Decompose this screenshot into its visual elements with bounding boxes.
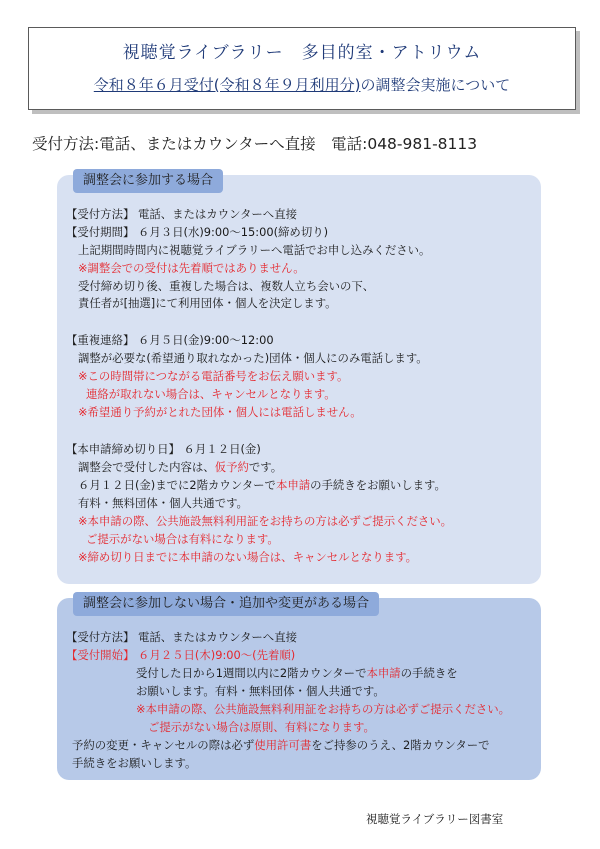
s1-period-note-2: 受付締め切り後、重複した場合は、複数人立ち会いの下、: [78, 279, 375, 293]
s1-dup-red-1: ※この時間帯につながる電話番号をお伝え願います。: [78, 369, 349, 383]
s2-note-1c: の手続きを: [400, 666, 458, 680]
s1-deadline: 【本申請締め切り日】 ６月１２日(金): [66, 442, 261, 456]
s1-dup-red-3: ※希望通り予約がとれた団体・個人には電話しません。: [78, 405, 362, 419]
s2-note-1a: 受付した日から1週間以内に2階カウンターで: [136, 666, 367, 680]
title-box: [28, 27, 576, 110]
s1-period-note-1: 上記期間時間内に視聴覚ライブラリーへ電話でお申し込みください。: [78, 243, 431, 257]
s1-deadline-note-2: [78, 478, 446, 492]
s2-reception-method: 【受付方法】 電話、またはカウンターへ直接: [66, 630, 297, 644]
s1-period-note-3: 責任者が[抽選]にて利用団体・個人を決定します。: [78, 296, 337, 310]
s1-deadline-note-1a: 調整会で受付した内容は、: [78, 460, 215, 474]
section-participate-tag: 調整会に参加する場合: [73, 169, 223, 193]
s2-change-1b: 使用許可書: [254, 738, 312, 752]
s1-deadline-note-3: 有料・無料団体・個人共通です。: [78, 496, 248, 510]
s2-note-1b: 本申請: [366, 666, 401, 680]
s1-reception-method: 【受付方法】 電話、またはカウンターへ直接: [66, 207, 297, 221]
s2-note-1: [136, 666, 458, 680]
s1-deadline-note-1b: 仮予約: [214, 460, 249, 474]
s1-duplicate-contact: 【重複連絡】 ６月５日(金)9:00～12:00: [66, 333, 274, 347]
footer-library-name: 視聴覚ライブラリー図書室: [366, 812, 504, 826]
section-not-participate-tag: 調整会に参加しない場合・追加や変更がある場合: [73, 592, 379, 616]
subtitle-rest: の調整会実施について: [360, 76, 511, 94]
s1-deadline-note-2a: ６月１２日(金)までに2階カウンターで: [78, 478, 276, 492]
page-subtitle: [29, 74, 575, 95]
s1-deadline-red-3: ※締め切り日までに本申請のない場合は、キャンセルとなります。: [78, 550, 417, 564]
s1-dup-note-1: 調整が必要な(希望通り取れなかった)団体・個人にのみ電話します。: [78, 351, 428, 365]
contact-line: 受付方法:電話、またはカウンターへ直接 電話:048-981-8113: [32, 135, 478, 153]
s1-deadline-note-1: [78, 460, 282, 474]
s2-change-1a: 予約の変更・キャンセルの際は必ず: [72, 738, 255, 752]
s2-red-2: ご提示がない場合は原則、有料になります。: [148, 720, 375, 734]
subtitle-underlined: 令和８年６月受付(令和８年９月利用分): [93, 76, 361, 94]
s1-deadline-red-2: ご提示がない場合は有料になります。: [86, 532, 279, 546]
s2-red-1: ※本申請の際、公共施設無料利用証をお持ちの方は必ずご提示ください。: [136, 702, 511, 716]
s2-note-2: お願いします。有料・無料団体・個人共通です。: [136, 684, 385, 698]
s1-period-note-red: ※調整会での受付は先着順ではありません。: [78, 261, 305, 275]
page-title: 視聴覚ライブラリー 多目的室・アトリウム: [122, 43, 482, 63]
s1-deadline-note-2c: の手続きをお願いします。: [310, 478, 446, 492]
s2-change-1c: をご持参のうえ、2階カウンターで: [311, 738, 490, 752]
s1-deadline-note-1c: です。: [248, 460, 283, 474]
s2-change-2: 手続きをお願いします。: [72, 756, 197, 770]
s1-reception-period: 【受付期間】 ６月３日(水)9:00～15:00(締め切り): [66, 225, 329, 239]
s1-dup-red-2: 連絡が取れない場合は、キャンセルとなります。: [86, 387, 336, 401]
s1-deadline-red-1: ※本申請の際、公共施設無料利用証をお持ちの方は必ずご提示ください。: [78, 514, 453, 528]
s1-deadline-note-2b: 本申請: [275, 478, 311, 492]
s2-reception-start: 【受付開始】 ６月２５日(木)9:00～(先着順): [66, 648, 296, 662]
s2-change-1: [72, 738, 490, 752]
